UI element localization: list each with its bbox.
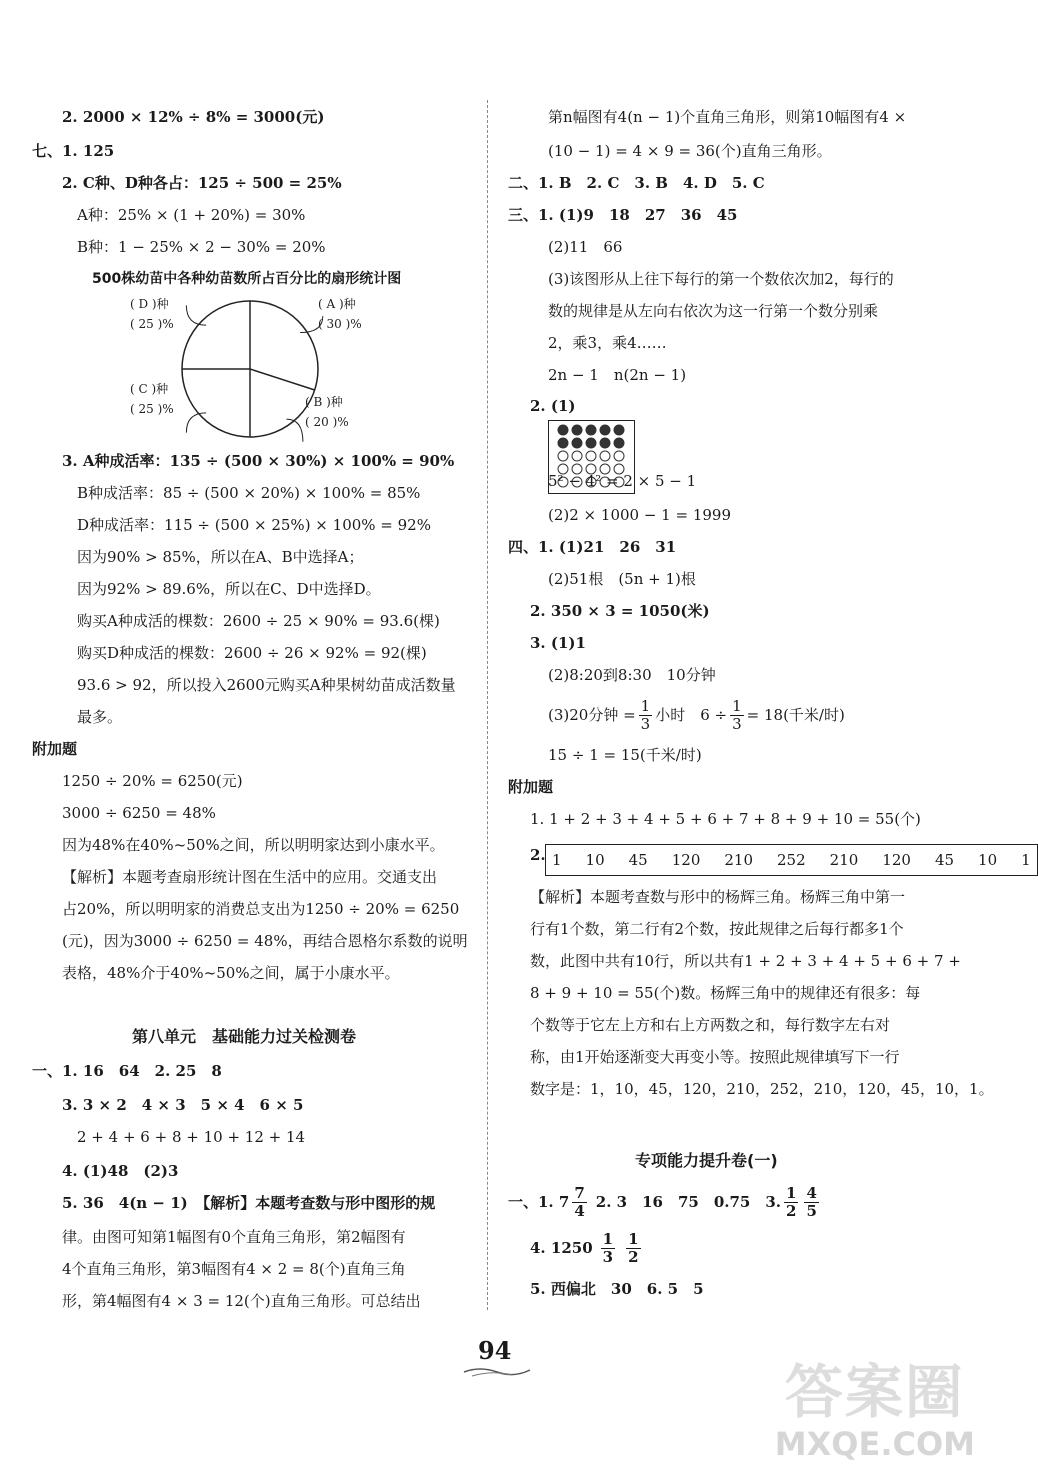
pie-leader-c <box>186 413 206 433</box>
answer-line: 2. C种、D种各占：125 ÷ 500 = 25% <box>62 174 342 192</box>
answer-line: 购买A种成活的棵数：2600 ÷ 25 × 90% = 93.6(棵) <box>77 612 440 630</box>
fraction: $\frac{4}{5}$ <box>806 1184 817 1220</box>
answer-text: 小时 6 ÷ <box>655 706 728 724</box>
fraction: $\frac{1}{3}$ <box>640 697 651 733</box>
pie-leader-b <box>286 419 302 442</box>
answer-line: D种成活率：115 ÷ (500 × 25%) × 100% = 92% <box>77 516 431 534</box>
page-number: 94 <box>478 1336 512 1365</box>
pascal-number: 45 <box>628 851 648 869</box>
answer-line: (2)51根 (5n + 1)根 <box>548 570 696 588</box>
answer-line: 2. <box>530 846 546 864</box>
answer-line: 最多。 <box>77 708 123 726</box>
analysis-line: 行有1个数，第二行有2个数，按此规律之后每行都多1个 <box>530 920 904 938</box>
answer-line: 3. (1)1 <box>530 634 586 652</box>
answer-line: 形，第4幅图有4 × 3 = 12(个)直角三角形。可总结出 <box>62 1292 421 1310</box>
grid-dot <box>614 451 624 461</box>
analysis-line: (元)，因为3000 ÷ 6250 = 48%，再结合恩格尔系数的说明 <box>62 932 468 950</box>
column-divider <box>487 100 488 1310</box>
pascal-number: 45 <box>934 851 955 869</box>
answer-text: 4. 1250 <box>530 1239 593 1257</box>
unit-title: 第八单元 基础能力过关检测卷 <box>132 1027 357 1046</box>
pie-label-d: ( D )种 <box>130 297 169 311</box>
grid-dot <box>600 425 610 435</box>
grid-dot <box>558 438 568 448</box>
answer-line: B种成活率：85 ÷ (500 × 20%) × 100% = 85% <box>77 484 421 502</box>
answer-line: (2)2 × 1000 − 1 = 1999 <box>548 506 731 524</box>
answer-line: 第n幅图有4(n − 1)个直角三角形，则第10幅图有4 × <box>548 108 907 126</box>
fraction: $\frac{1}{3}$ <box>732 697 742 733</box>
answer-line: 数的规律是从左向右依次为这一行第一个数分别乘 <box>548 302 879 320</box>
answer-line: 93.6 > 92，所以投入2600元购买A种果树幼苗成活数量 <box>77 676 456 694</box>
unit-title: 专项能力提升卷(一) <box>635 1151 778 1170</box>
grid-dot <box>600 438 610 448</box>
analysis-line: 数字是：1，10，45，120，210，252，210，120，45，10，1。 <box>530 1080 994 1098</box>
answer-line: 一、1. 16 64 2. 25 8 <box>32 1062 222 1080</box>
analysis-line: 称，由1开始逐渐变大再变小等。按照此规律填写下一行 <box>530 1048 900 1066</box>
pie-label-c: ( C )种 <box>130 382 169 396</box>
pie-leader-d <box>186 305 206 325</box>
answer-line: 2. (1) <box>530 397 576 415</box>
grid-dot <box>558 451 568 461</box>
pascal-number: 10 <box>585 851 605 869</box>
grid-dot <box>572 425 582 435</box>
analysis-line: 数，此图中共有10行，所以共有1 + 2 + 3 + 4 + 5 + 6 + 7 + <box>530 952 961 970</box>
chart-title: 500株幼苗中各种幼苗数所占百分比的扇形统计图 <box>92 271 402 287</box>
answer-line: 5. 36 4(n − 1) 【解析】本题考查数与形中图形的规 <box>62 1194 436 1212</box>
answer-line <box>508 1182 822 1222</box>
answer-line: 2 + 4 + 6 + 8 + 10 + 12 + 14 <box>77 1128 306 1146</box>
answer-text: = 18(千米/时) <box>746 706 845 724</box>
answer-line: 因为90% > 85%，所以在A、B中选择A； <box>77 548 364 566</box>
answer-line: A种：25% × (1 + 20%) = 30% <box>77 206 306 224</box>
fraction: $\frac{1}{2}$ <box>628 1230 639 1266</box>
answer-line: 3. A种成活率：135 ÷ (500 × 30%) × 100% = 90% <box>62 452 455 470</box>
answer-line: 2. 350 × 3 = 1050(米) <box>530 602 710 620</box>
grid-dot <box>572 438 582 448</box>
watermark-url: MXQE.COM <box>774 1425 975 1463</box>
grid-dot <box>614 438 624 448</box>
answer-line: 因为92% > 89.6%，所以在C、D中选择D。 <box>77 580 381 598</box>
answer-line: 四、1. (1)21 26 31 <box>508 538 677 556</box>
answer-line: (3)该图形从上往下每行的第一个数依次加2，每行的 <box>548 270 894 288</box>
answer-line: (10 − 1) = 4 × 9 = 36(个)直角三角形。 <box>548 142 832 160</box>
pascal-number: 120 <box>671 851 701 869</box>
grid-dot <box>586 425 596 435</box>
answer-text: 2. 3 16 75 0.75 3. <box>595 1193 782 1211</box>
answer-line: 2n − 1 n(2n − 1) <box>548 366 687 384</box>
watermark-logo-text: 答案圈 <box>784 1358 965 1426</box>
pie-label-a: ( A )种 <box>318 297 356 311</box>
grid-dot <box>586 438 596 448</box>
answer-line: 2. 2000 × 12% ÷ 8% = 3000(元) <box>62 108 325 126</box>
analysis-line: 个数等于它左上方和右上方两数之和，每行数字左右对 <box>530 1016 891 1034</box>
answer-line: 1. 1 + 2 + 3 + 4 + 5 + 6 + 7 + 8 + 9 + 10 = 55(个) <box>530 810 921 828</box>
pascal-number: 252 <box>777 851 806 869</box>
answer-line: 七、1. 125 <box>32 142 115 160</box>
answer-text: (3)20分钟 = <box>548 706 636 724</box>
grid-dot <box>586 451 596 461</box>
pie-label-d: ( 25 )% <box>130 317 174 331</box>
answer-line: 15 ÷ 1 = 15(千米/时) <box>548 746 702 764</box>
answer-line: 3. 3 × 2 4 × 3 5 × 4 6 × 5 <box>62 1096 304 1114</box>
answer-line: 5. 西偏北 30 6. 5 5 <box>530 1280 704 1298</box>
fraction: $\frac{7}{4}$ <box>574 1184 585 1220</box>
pie-slice-boundary <box>250 369 315 390</box>
pie-label-b: ( 20 )% <box>305 415 349 429</box>
answer-line: 二、1. B 2. C 3. B 4. D 5. C <box>508 174 765 192</box>
answer-line: 因为48%在40%~50%之间，所以明明家达到小康水平。 <box>62 836 445 854</box>
answer-line: B种：1 − 25% × 2 − 30% = 20% <box>77 238 326 256</box>
answer-line: 购买D种成活的棵数：2600 ÷ 26 × 92% = 92(棵) <box>77 644 427 662</box>
pie-label-b: ( B )种 <box>305 395 343 409</box>
pascal-number: 10 <box>978 851 998 869</box>
answer-line: 三、1. (1)9 18 27 36 45 <box>508 206 738 224</box>
grid-dot <box>600 451 610 461</box>
answer-line: 2，乘3，乘4…… <box>548 334 667 352</box>
answer-line: 4个直角三角形，第3幅图有4 × 2 = 8(个)直角三角 <box>62 1260 406 1278</box>
analysis-line: 占20%，所以明明家的消费总支出为1250 ÷ 20% = 6250 <box>62 900 460 918</box>
analysis-line: 【解析】本题考查扇形统计图在生活中的应用。交通支出 <box>62 868 438 886</box>
watermark <box>775 1359 975 1463</box>
answer-line: (2)8:20到8:30 10分钟 <box>548 666 716 684</box>
answer-line: 1250 ÷ 20% = 6250(元) <box>62 772 243 790</box>
grid-dot <box>558 425 568 435</box>
pascal-number: 120 <box>882 851 911 869</box>
pascal-number: 1 <box>1021 851 1031 869</box>
section-heading: 附加题 <box>32 740 78 758</box>
fraction: $\frac{1}{3}$ <box>602 1230 614 1266</box>
answer-line: 5² − 4² = 2 × 5 − 1 <box>548 472 697 490</box>
answer-text: 一、1. 7 <box>508 1193 570 1211</box>
analysis-line: 表格，48%介于40%~50%之间，属于小康水平。 <box>62 964 400 982</box>
answer-line <box>548 696 845 734</box>
pie-label-c: ( 25 )% <box>130 402 174 416</box>
pascal-number: 210 <box>724 851 754 869</box>
analysis-line: 【解析】本题考查数与形中的杨辉三角。杨辉三角中第一 <box>530 888 906 906</box>
section-heading: 附加题 <box>508 778 554 796</box>
pascal-number: 210 <box>829 851 859 869</box>
answer-line: 律。由图可知第1幅图有0个直角三角形，第2幅图有 <box>62 1228 406 1246</box>
answer-line: (2)11 66 <box>548 238 623 256</box>
pie-chart <box>100 288 400 450</box>
grid-dot <box>572 451 582 461</box>
answer-line: 4. (1)48 (2)3 <box>62 1162 179 1180</box>
answer-line <box>530 1228 644 1268</box>
grid-dot <box>614 425 624 435</box>
fraction: $\frac{1}{2}$ <box>786 1184 797 1220</box>
pascal-number: 1 <box>552 851 562 869</box>
pascal-row-box <box>545 844 1038 876</box>
page-ornament <box>462 1364 532 1378</box>
analysis-line: 8 + 9 + 10 = 55(个)数。杨辉三角中的规律还有很多：每 <box>530 984 921 1002</box>
answer-line: 3000 ÷ 6250 = 48% <box>62 804 216 822</box>
pie-label-a: ( 30 )% <box>318 317 362 331</box>
